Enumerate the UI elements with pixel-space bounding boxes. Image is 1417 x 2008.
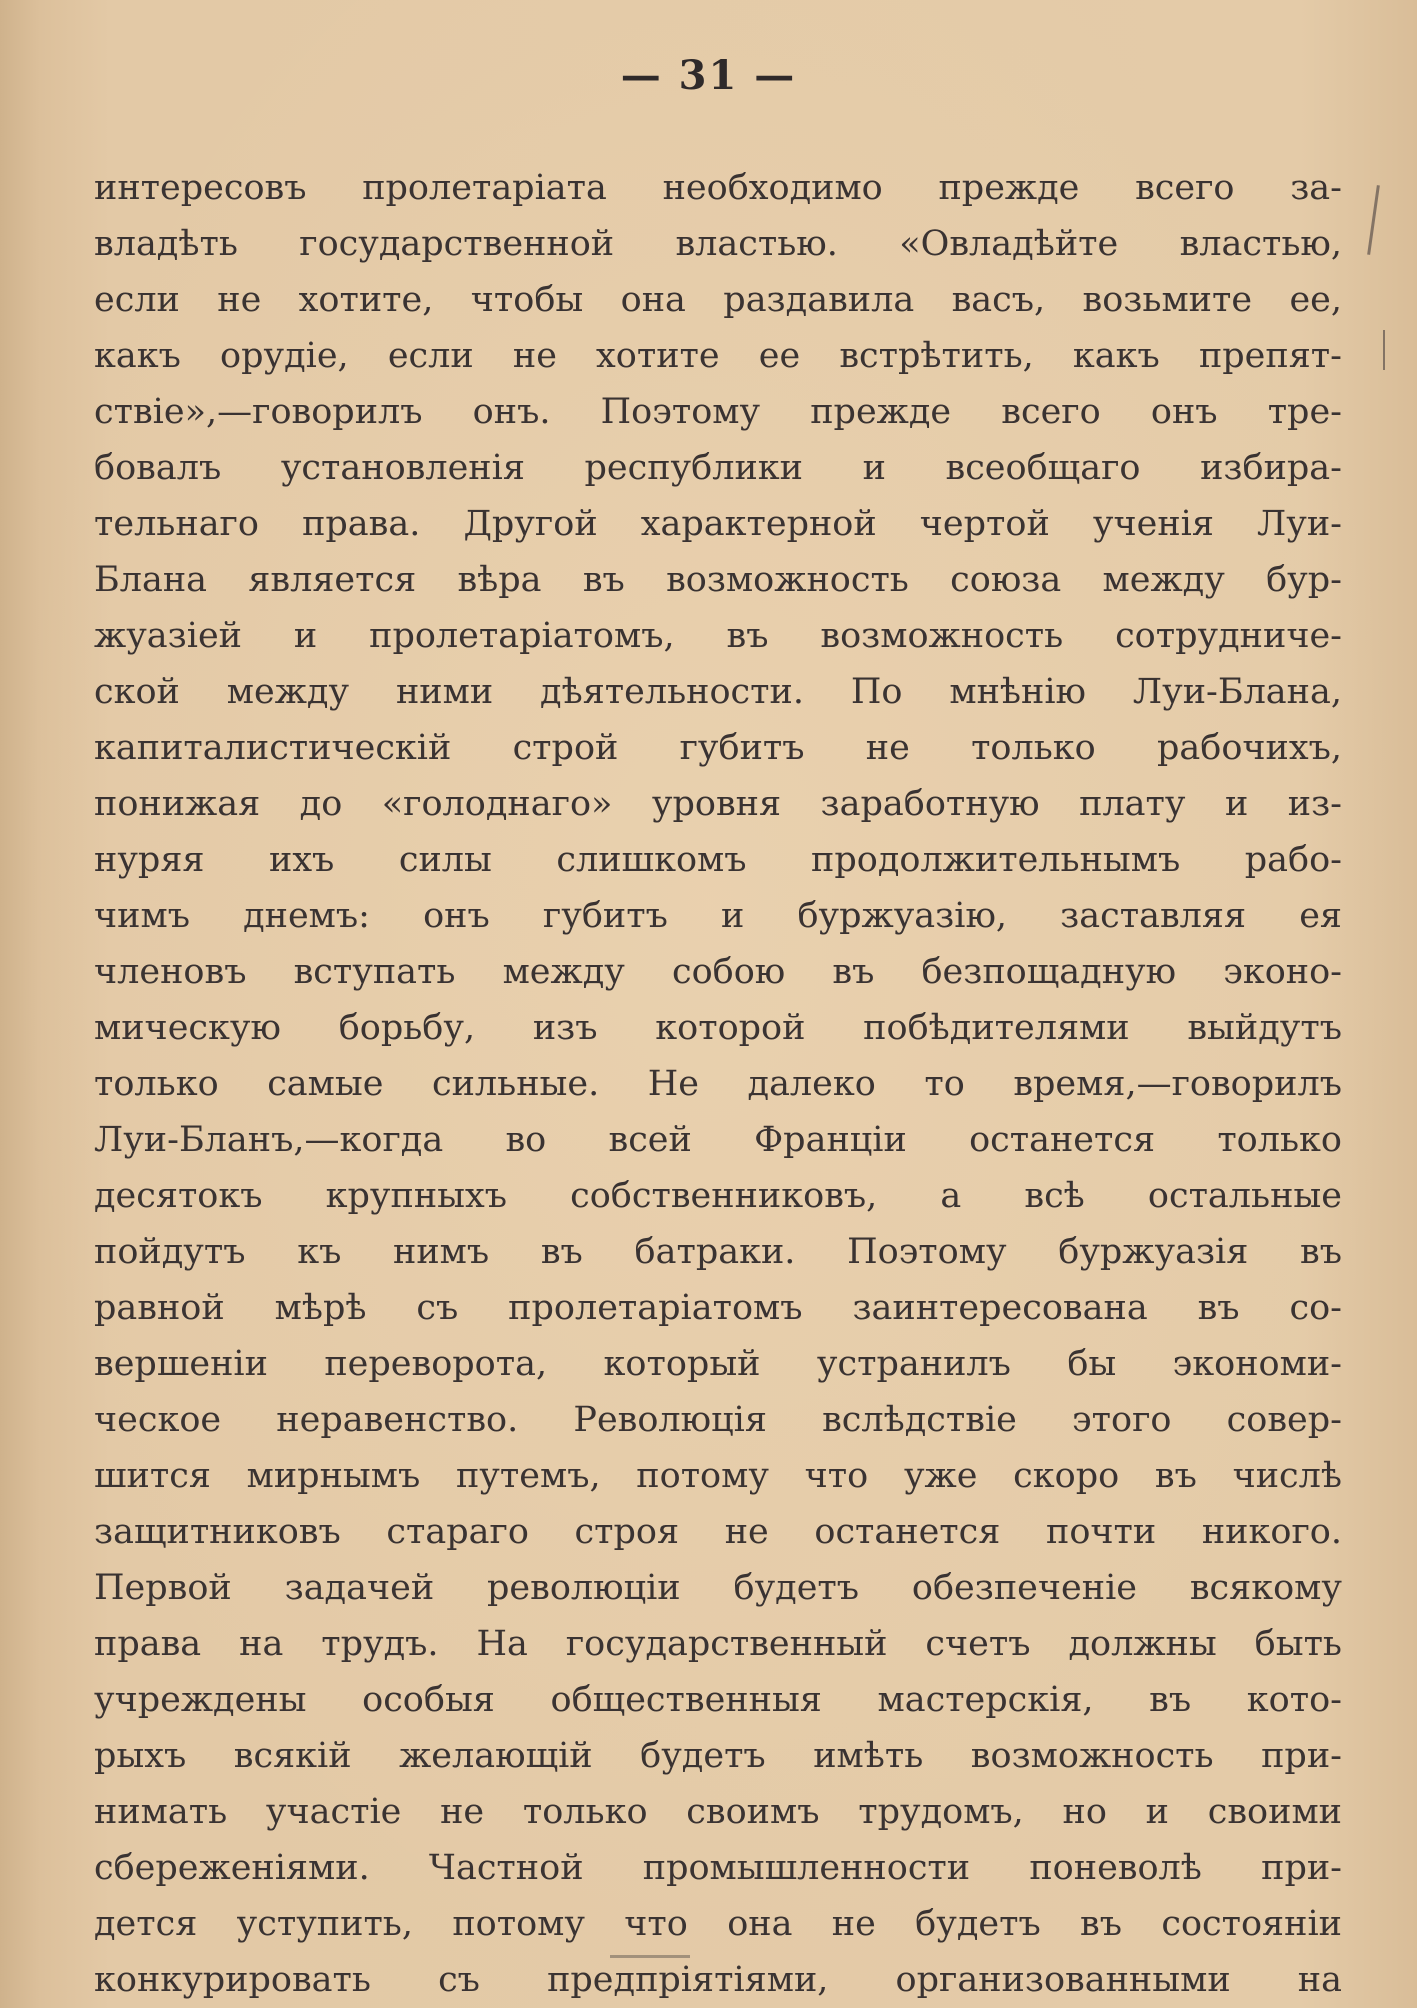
text-line: конкурировать съ предпріятіями, организованными на: [94, 1960, 1342, 2000]
text-line: тельнаго права. Другой характерной чертой ученія Луи-: [94, 504, 1342, 544]
text-line: шится мирнымъ путемъ, потому что уже скоро въ числѣ: [94, 1456, 1342, 1496]
text-line: мическую борьбу, изъ которой побѣдителями выйдутъ: [94, 1008, 1342, 1048]
text-line: какъ орудіе, если не хотите ее встрѣтить, какъ препят-: [94, 336, 1342, 376]
text-line: десятокъ крупныхъ собственниковъ, а всѣ остальные: [94, 1176, 1342, 1216]
text-line: дется уступить, потому что она не будетъ въ состояніи: [94, 1904, 1342, 1944]
body-text: [94, 160, 1342, 2008]
text-line: ской между ними дѣятельности. По мнѣнію Луи-Блана,: [94, 672, 1342, 712]
bottom-rule: [610, 1955, 690, 1958]
text-line: интересовъ пролетаріата необходимо прежде всего за-: [94, 168, 1342, 208]
text-line: пойдутъ къ нимъ въ батраки. Поэтому буржуазія въ: [94, 1232, 1342, 1272]
text-line: жуазіей и пролетаріатомъ, въ возможность сотрудниче-: [94, 616, 1342, 656]
text-line: понижая до «голоднаго» уровня заработную плату и из-: [94, 784, 1342, 824]
text-line: только самые сильные. Не далеко то время,—говорилъ: [94, 1064, 1342, 1104]
margin-pencil-mark: [1383, 330, 1385, 370]
text-line: нуряя ихъ силы слишкомъ продолжительнымъ рабо-: [94, 840, 1342, 880]
text-line: капиталистическій строй губитъ не только рабочихъ,: [94, 728, 1342, 768]
text-line: рыхъ всякій желающій будетъ имѣть возможность при-: [94, 1736, 1342, 1776]
text-line: Луи-Бланъ,—когда во всей Франціи останется только: [94, 1120, 1342, 1160]
text-line: права на трудъ. На государственный счетъ должны быть: [94, 1624, 1342, 1664]
text-line: учреждены особыя общественныя мастерскія, въ кото-: [94, 1680, 1342, 1720]
margin-pencil-mark: [1367, 185, 1380, 255]
text-line: Первой задачей революціи будетъ обезпеченіе всякому: [94, 1568, 1342, 1608]
text-line: бовалъ установленія республики и всеобщаго избира-: [94, 448, 1342, 488]
page-number: — 31 —: [620, 52, 797, 99]
text-line: равной мѣрѣ съ пролетаріатомъ заинтересована въ со-: [94, 1288, 1342, 1328]
text-line: ствіе»,—говорилъ онъ. Поэтому прежде всего онъ тре-: [94, 392, 1342, 432]
text-line: членовъ вступать между собою въ безпощадную эконо-: [94, 952, 1342, 992]
text-line: сбереженіями. Частной промышленности поневолѣ при-: [94, 1848, 1342, 1888]
text-line: владѣть государственной властью. «Овладѣйте властью,: [94, 224, 1342, 264]
text-line: защитниковъ стараго строя не останется почти никого.: [94, 1512, 1342, 1552]
text-line: вершеніи переворота, который устранилъ бы экономи-: [94, 1344, 1342, 1384]
text-line: нимать участіе не только своимъ трудомъ, но и своими: [94, 1792, 1342, 1832]
text-line: ческое неравенство. Революція вслѣдствіе этого совер-: [94, 1400, 1342, 1440]
text-line: если не хотите, чтобы она раздавила васъ, возьмите ее,: [94, 280, 1342, 320]
text-line: Блана является вѣра въ возможность союза между бур-: [94, 560, 1342, 600]
text-line: чимъ днемъ: онъ губитъ и буржуазію, заставляя ея: [94, 896, 1342, 936]
